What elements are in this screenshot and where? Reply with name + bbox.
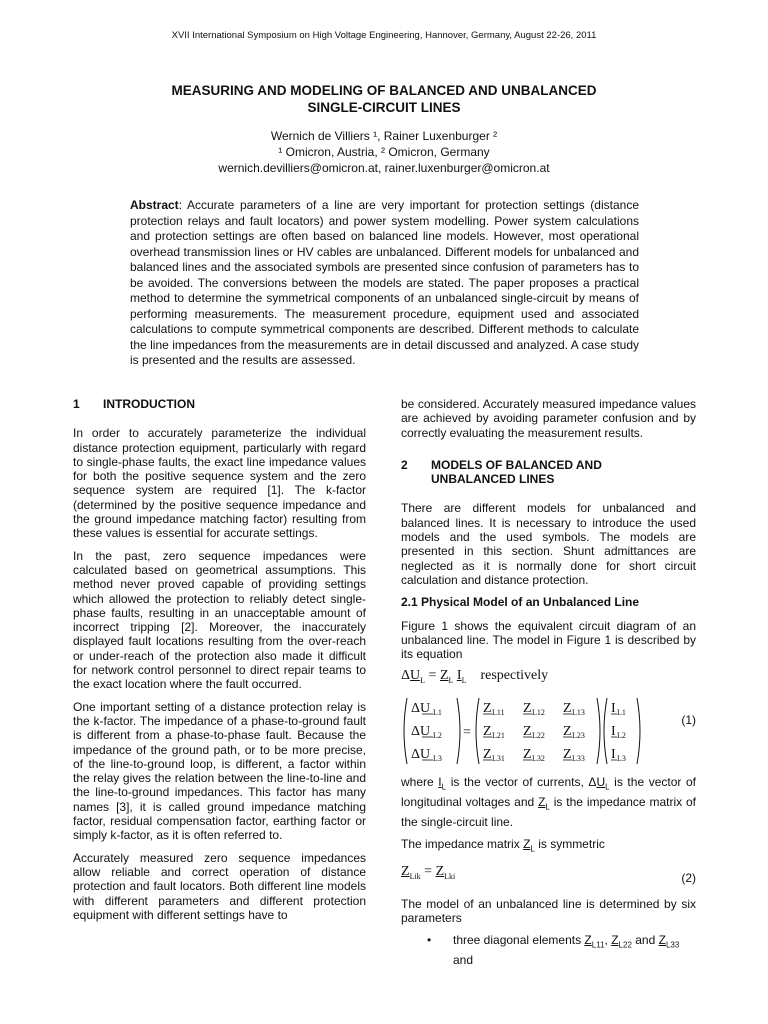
authors: Wernich de Villiers ¹, Rainer Luxenburger ² (270, 129, 498, 143)
svg-text:L32: L32 (532, 754, 545, 764)
paragraph: where $I_L$ is the vector of currents, $\Delta U_L$ is the vector of longitudinal voltages and $Z_L$ is the impedance matrix of the single-circuit line. (401, 775, 696, 829)
svg-text:L11: L11 (492, 708, 505, 718)
svg-text:I: I (611, 701, 616, 717)
abstract-label: Abstract (130, 198, 179, 212)
paragraph: In the past, zero sequence impedances were calculated based on geometrical assumptions. This method never proved capable of providing settings which allowed the protection to reliably detect single-phase faults, resulting in an unacceptable amount of incorrect tripping [2]. Moreover, the inaccurately displayed fault locations resulting from the over-reach or under-reach of the protection also made it difficult for network control personnel to direct repair teams to the exact location where the fault occurred. (73, 548, 366, 692)
equation-2-number: (2) (681, 870, 696, 885)
equation-1a: $\Delta U_L = Z_L$ $I_L$ respectively (401, 668, 549, 686)
abstract-text: : Accurate parameters of a line are very important for protection settings (distance protection relays and fault locators) and power system modelling. Power system calculations and protection settings are often based on balanced line models. However, most operational overhead transmission lines or HV cables are unbalanced. Different models for unbalanced and balanced lines and the associated symbols are presented since confusion of parameters has to be avoided. The conversions between the models are stated. The paper proposes a practical method to determine the symmetrical components of an unbalanced single-circuit by means of performing measurements. The measurement procedure, equipment used and associated calculations to compute symmetrical components are described. Different methods to calculate the line impedances from the measurements are in detail discussed and analyzed. A case study is presented and the results are assessed. (130, 198, 639, 367)
svg-text:L12: L12 (532, 708, 545, 718)
svg-text:Z: Z (523, 747, 532, 763)
svg-text:Z: Z (523, 701, 532, 717)
paragraph: Accurately measured zero sequence impedances allow reliable and correct operation of distance protection and fault locators. Both different line models with different parameters and different protection equipment with different settings have to (73, 850, 366, 922)
section-2-heading: 2 MODELS OF BALANCED AND UNBALANCED LINES (401, 457, 602, 487)
equation-1-number: (1) (681, 713, 696, 728)
svg-text:L33: L33 (572, 754, 585, 764)
svg-text:L13: L13 (572, 708, 585, 718)
paragraph: In order to accurately parameterize the individual distance protection equipment, particularly with regard to single-phase faults, the exact line impedance values for both the positive sequence system and the zero sequence system are required [1]. The k-factor (determined by the positive sequence impedance and the ground impedance matching factor) resulting from these values is essential for accurate settings. (73, 426, 366, 541)
paragraph: The model of an unbalanced line is determined by six parameters (401, 896, 696, 926)
svg-text:L21: L21 (492, 731, 505, 741)
paragraph: Figure 1 shows the equivalent circuit diagram of an unbalanced line. The model in Figure 1 is described by its equation (401, 618, 696, 662)
equation-1-matrix (401, 695, 696, 767)
svg-text:Z: Z (563, 701, 572, 717)
svg-text:L1: L1 (433, 708, 442, 718)
affiliations: ¹ Omicron, Austria, ² Omicron, Germany (278, 145, 490, 159)
svg-text:L3: L3 (617, 754, 626, 764)
paper-title (60, 82, 708, 116)
paragraph: There are different models for unbalanced and balanced lines. It is necessary to introduce the used models and the used symbols. The models are presented in this section. Shunt admittances are neglected as it is normally done for short circuit calculation and distance protection. (401, 501, 696, 587)
paragraph: be considered. Accurately measured impedance values are achieved by avoiding parameter confusion and by correctly evaluating the measurement results. (401, 397, 696, 440)
svg-text:ΔU: ΔU (411, 724, 431, 740)
paragraph: The impedance matrix $Z_L$ is symmetric (401, 837, 605, 854)
left-column (73, 397, 366, 930)
svg-text:ΔU: ΔU (411, 701, 431, 717)
list-item: • three diagonal elements $Z_{L11}$, $Z_{L22}$ and $Z_{L33}$ and (401, 933, 696, 967)
abstract (130, 198, 639, 369)
emails: wernich.devilliers@omicron.at, rainer.luxenburger@omicron.at (218, 161, 550, 175)
svg-text:I: I (611, 747, 616, 763)
svg-text:Z: Z (523, 724, 532, 740)
right-column (401, 397, 696, 967)
svg-text:I: I (611, 724, 616, 740)
title-line-1: MEASURING AND MODELING OF BALANCED AND UNBALANCED (171, 83, 597, 98)
svg-text:Z: Z (483, 724, 492, 740)
svg-text:L31: L31 (492, 754, 505, 764)
svg-text:Z: Z (483, 747, 492, 763)
svg-text:L22: L22 (532, 731, 545, 741)
svg-text:Z: Z (563, 724, 572, 740)
svg-text:=: = (463, 725, 471, 741)
paragraph: One important setting of a distance protection relay is the k-factor. The impedance of a phase-to-ground fault is different from a phase-to-phase fault. Because the impedance of the ground path, or to be more precise, of the line-to-ground loop, is different, a factor within the relay gives the relation between the line-to-line and the line-to-ground impedances. This factor has many names [3], it is called ground impedance matching factor, residual compensation factor, earthing factor or simply k-factor, as it is often referred to. (73, 699, 366, 843)
svg-text:ΔU: ΔU (411, 747, 431, 763)
author-block (60, 128, 708, 176)
conference-header: XVII International Symposium on High Voltage Engineering, Hannover, Germany, August 22-26, 2011 (171, 30, 597, 41)
svg-text:Z: Z (483, 701, 492, 717)
svg-text:L23: L23 (572, 731, 585, 741)
equation-2: $Z_{Lik} = Z_{Lki}$ (2) (401, 863, 696, 885)
svg-text:L2: L2 (617, 731, 626, 741)
svg-text:L3: L3 (433, 754, 442, 764)
svg-text:Z: Z (563, 747, 572, 763)
matrix-equation-svg (401, 695, 701, 767)
bullet-icon: • (427, 933, 432, 948)
svg-text:L1: L1 (617, 708, 626, 718)
title-line-2: SINGLE-CIRCUIT LINES (307, 100, 461, 115)
subsection-2-1-heading: 2.1 Physical Model of an Unbalanced Line (401, 595, 640, 610)
section-1-heading: 1 INTRODUCTION (73, 397, 195, 411)
svg-text:L2: L2 (433, 731, 442, 741)
